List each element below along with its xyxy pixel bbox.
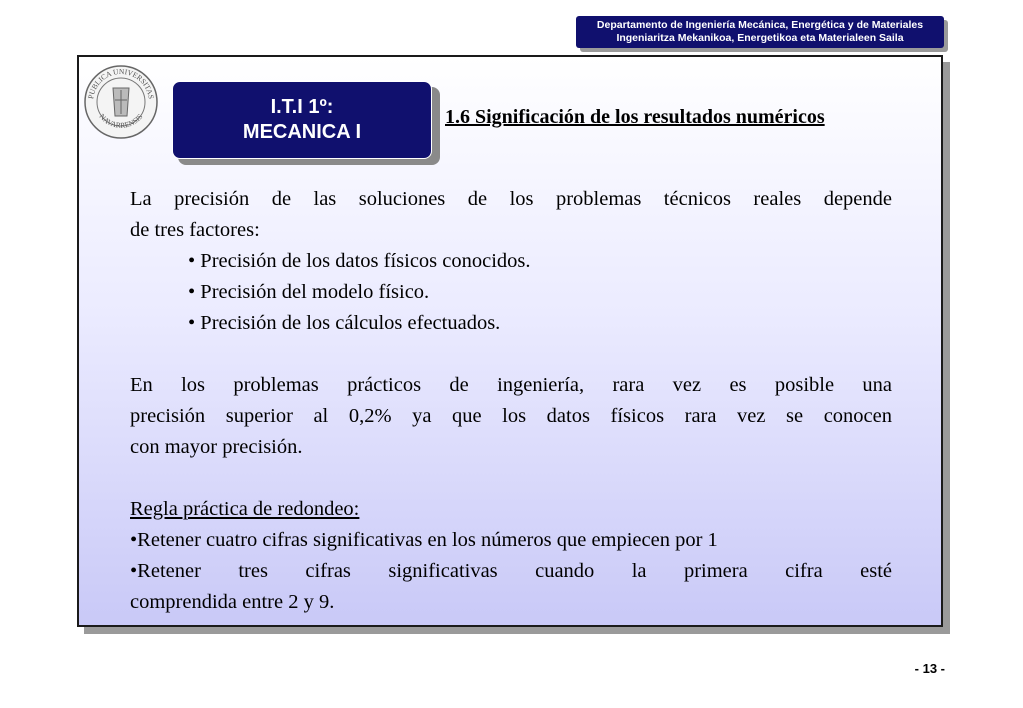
paragraph-line: precisión superior al 0,2% ya que los datos físicos rara vez se conocen xyxy=(130,405,892,427)
section-title: 1.6 Significación de los resultados numéricos xyxy=(445,106,825,128)
page-number: - 13 - xyxy=(914,661,945,676)
course-name: MECANICA I xyxy=(242,121,362,143)
seal-bottom-text: NAVARRENSIS xyxy=(97,112,145,130)
rule-item: •Retener cuatro cifras significativas en los números que empiecen por 1 xyxy=(130,529,718,551)
factor-item: • Precisión de los cálculos efectuados. xyxy=(188,312,501,334)
intro-line: de tres factores: xyxy=(130,219,260,241)
university-seal-logo xyxy=(83,64,159,140)
factor-item: • Precisión de los datos físicos conocidos. xyxy=(188,250,531,272)
course-badge xyxy=(172,81,432,159)
seal-top-text: PUBLICA UNIVERSITAS xyxy=(86,66,156,100)
rule-item: •Retener tres cifras significativas cuando la primera cifra esté xyxy=(130,560,892,582)
factor-item: • Precisión del modelo físico. xyxy=(188,281,430,303)
paragraph-line: En los problemas prácticos de ingeniería, rara vez es posible una xyxy=(130,374,892,396)
slide-body xyxy=(130,184,892,618)
department-banner xyxy=(576,16,944,48)
department-name-es: Departamento de Ingeniería Mecánica, Energética y de Materiales xyxy=(596,19,924,31)
rule-item-continuation: comprendida entre 2 y 9. xyxy=(130,591,335,613)
rule-heading-text: Regla práctica de redondeo: xyxy=(130,498,360,520)
intro-line: La precisión de las soluciones de los problemas técnicos reales depende xyxy=(130,188,892,210)
course-level: I.T.I 1º: xyxy=(270,96,334,118)
paragraph-line: con mayor precisión. xyxy=(130,436,303,458)
rule-heading xyxy=(130,494,892,525)
department-name-eu: Ingeniaritza Mekanikoa, Energetikoa eta Materialeen Saila xyxy=(616,32,904,44)
